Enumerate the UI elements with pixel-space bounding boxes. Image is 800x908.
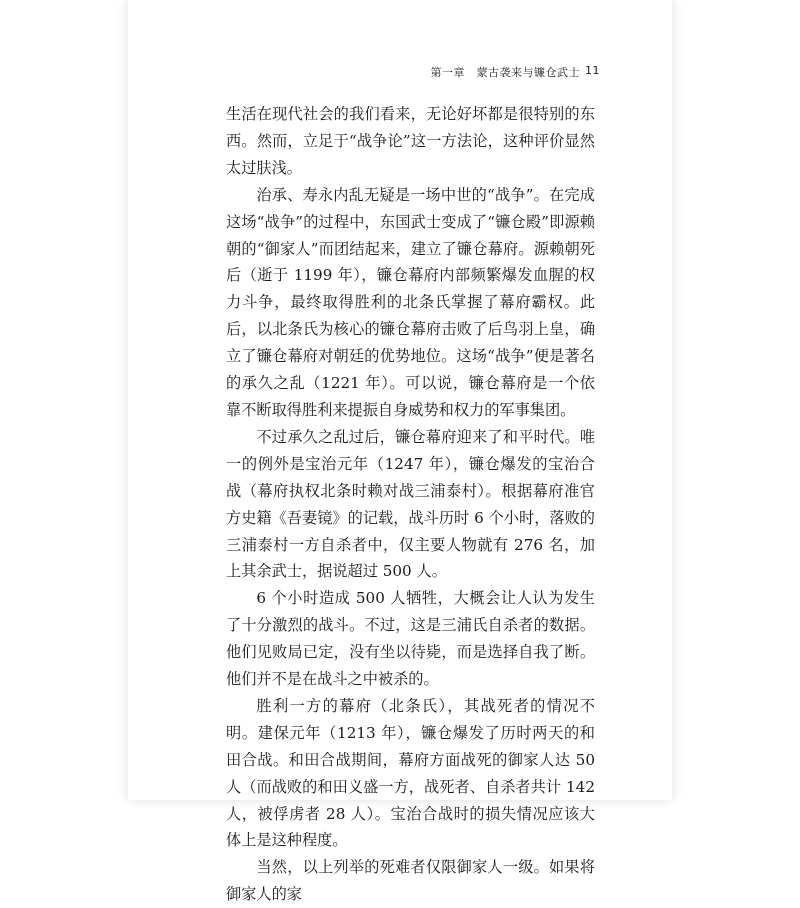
paragraph: 生活在现代社会的我们看来，无论好坏都是很特别的东西。然而，立足于“战争论”这一方法论，这种评价显然太过肤浅。 xyxy=(226,105,595,177)
paragraph: 胜利一方的幕府（北条氏），其战死者的情况不明。建保元年（1213 年），镰仓爆发了历时两天的和田合战。和田合战期间，幕府方面战死的御家人达 50 人（而战败的和田义盛一方，战死者、自杀者共计 142 人，被俘虏者 28 人）。宝治合战时的损失情况应该大体上是这种程度。 xyxy=(226,696,595,850)
book-page xyxy=(128,0,672,904)
chapter-title: 第一章 蒙古袭来与镰仓武士 xyxy=(430,66,580,79)
body-text xyxy=(226,101,595,908)
page-number: 11 xyxy=(585,64,600,77)
paragraph: 当然，以上列举的死难者仅限御家人一级。如果将御家人的家 xyxy=(226,858,595,904)
paragraph: 不过承久之乱过后，镰仓幕府迎来了和平时代。唯一的例外是宝治元年（1247 年），镰仓爆发的宝治合战（幕府执权北条时赖对战三浦泰村）。根据幕府准官方史籍《吾妻镜》的记载，战斗历时 6 个小时，落败的三浦泰村一方自杀者中，仅主要人物就有 276 名，加上其余武士，据说超过 500 人。 xyxy=(226,427,595,581)
paragraph: 治承、寿永内乱无疑是一场中世的“战争”。在完成这场“战争”的过程中，东国武士变成了“镰仓殿”即源赖朝的“御家人”而团结起来，建立了镰仓幕府。源赖朝死后（逝于 1199 年），镰仓幕府内部频繁爆发血腥的权力斗争，最终取得胜利的北条氏掌握了幕府霸权。此后，以北条氏为核心的镰仓幕府击败了后鸟羽上皇，确立了镰仓幕府对朝廷的优势地位。这场“战争”便是著名的承久之乱（1221 年）。可以说，镰仓幕府是一个依靠不断取得胜利来提振自身威势和权力的军事集团。 xyxy=(226,185,595,419)
paragraph: 6 个小时造成 500 人牺牲，大概会让人认为发生了十分激烈的战斗。不过，这是三浦氏自杀者的数据。他们见败局已定，没有坐以待毙，而是选择自我了断。他们并不是在战斗之中被杀的。 xyxy=(226,589,595,689)
running-header xyxy=(128,64,672,84)
